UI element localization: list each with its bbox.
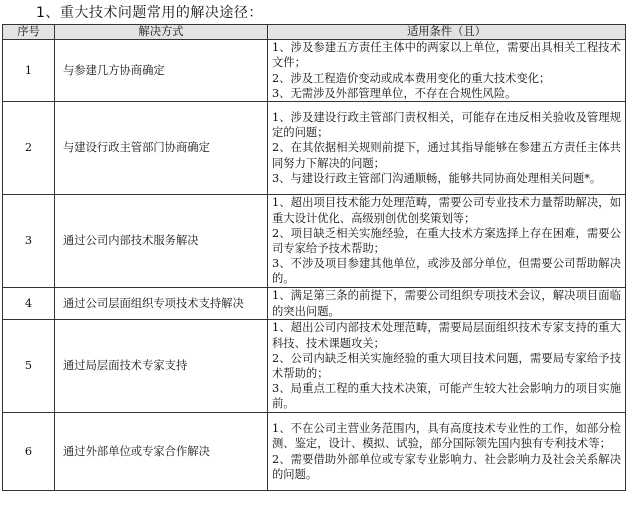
row-conditions bbox=[268, 195, 626, 288]
row-number: 6 bbox=[3, 413, 55, 491]
condition-item: 1、满足第三条的前提下，需要公司组织专项技术会议，解决项目面临的突出问题。 bbox=[272, 289, 621, 318]
section-heading: 1、重大技术问题常用的解决途径： bbox=[36, 5, 263, 21]
condition-item: 3、无需涉及外部管理单位，不存在合规性风险。 bbox=[272, 86, 517, 100]
header-no: 序号 bbox=[3, 25, 55, 40]
condition-item: 2、涉及工程造价变动或成本费用变化的重大技术变化； bbox=[272, 71, 551, 85]
condition-item: 1、超出项目技术能力处理范畴，需要公司专业技术力量帮助解决，如重大设计优化、高级别创优创奖策划等； bbox=[272, 196, 621, 225]
row-conditions bbox=[268, 288, 626, 320]
condition-item: 2、公司内缺乏相关实施经验的重大项目技术问题，需要局专家给予技术帮助的； bbox=[272, 351, 621, 380]
table-row bbox=[3, 413, 626, 491]
row-number: 1 bbox=[3, 40, 55, 102]
row-conditions bbox=[268, 102, 626, 195]
table-row bbox=[3, 195, 626, 288]
table-row bbox=[3, 102, 626, 195]
row-number: 5 bbox=[3, 320, 55, 413]
header-conditions: 适用条件（且） bbox=[268, 25, 626, 40]
condition-item: 3、与建设行政主管部门沟通顺畅，能够共同协商处理相关问题*。 bbox=[272, 171, 602, 185]
table-header-row bbox=[3, 25, 626, 40]
header-method: 解决方式 bbox=[55, 25, 268, 40]
condition-item: 1、涉及建设行政主管部门责权相关，可能存在违反相关验收及管理规定的问题； bbox=[272, 110, 621, 140]
row-method: 通过局层面技术专家支持 bbox=[55, 320, 268, 413]
row-method: 与参建几方协商确定 bbox=[55, 40, 268, 102]
row-conditions bbox=[268, 40, 626, 102]
condition-item: 2、需要借助外部单位或专家专业影响力、社会影响力及社会关系解决的问题。 bbox=[272, 452, 621, 481]
condition-item: 2、在其依据相关规则前提下，通过其指导能够在参建五方责任主体共同努力下解决的问题； bbox=[272, 141, 621, 170]
row-number: 3 bbox=[3, 195, 55, 288]
row-conditions bbox=[268, 413, 626, 491]
condition-item: 3、局重点工程的重大技术决策，可能产生较大社会影响力的项目实施前。 bbox=[272, 382, 621, 411]
solutions-table bbox=[2, 24, 626, 491]
condition-item: 1、不在公司主营业务范围内，具有高度技术专业性的工作，如部分检测、鉴定，设计、模拟、试验，部分国际领先国内独有专利技术等； bbox=[272, 422, 621, 451]
row-conditions bbox=[268, 320, 626, 413]
condition-item: 3、不涉及项目参建其他单位，或涉及部分单位，但需要公司帮助解决的。 bbox=[272, 257, 621, 286]
row-number: 2 bbox=[3, 102, 55, 195]
condition-item: 2、项目缺乏相关实施经验，在重大技术方案选择上存在困难，需要公司专家给予技术帮助； bbox=[272, 226, 621, 255]
condition-item: 1、超出公司内部技术处理范畴，需要局层面组织技术专家支持的重大科技、技术课题攻关； bbox=[272, 321, 621, 350]
table-row bbox=[3, 288, 626, 320]
condition-item: 1、涉及参建五方责任主体中的两家以上单位，需要出具相关工程技术文件； bbox=[272, 41, 621, 70]
row-method: 通过外部单位或专家合作解决 bbox=[55, 413, 268, 491]
row-method: 通过公司层面组织专项技术支持解决 bbox=[55, 288, 268, 320]
row-method: 与建设行政主管部门协商确定 bbox=[55, 102, 268, 195]
row-number: 4 bbox=[3, 288, 55, 320]
table-row bbox=[3, 40, 626, 102]
table-row bbox=[3, 320, 626, 413]
row-method: 通过公司内部技术服务解决 bbox=[55, 195, 268, 288]
